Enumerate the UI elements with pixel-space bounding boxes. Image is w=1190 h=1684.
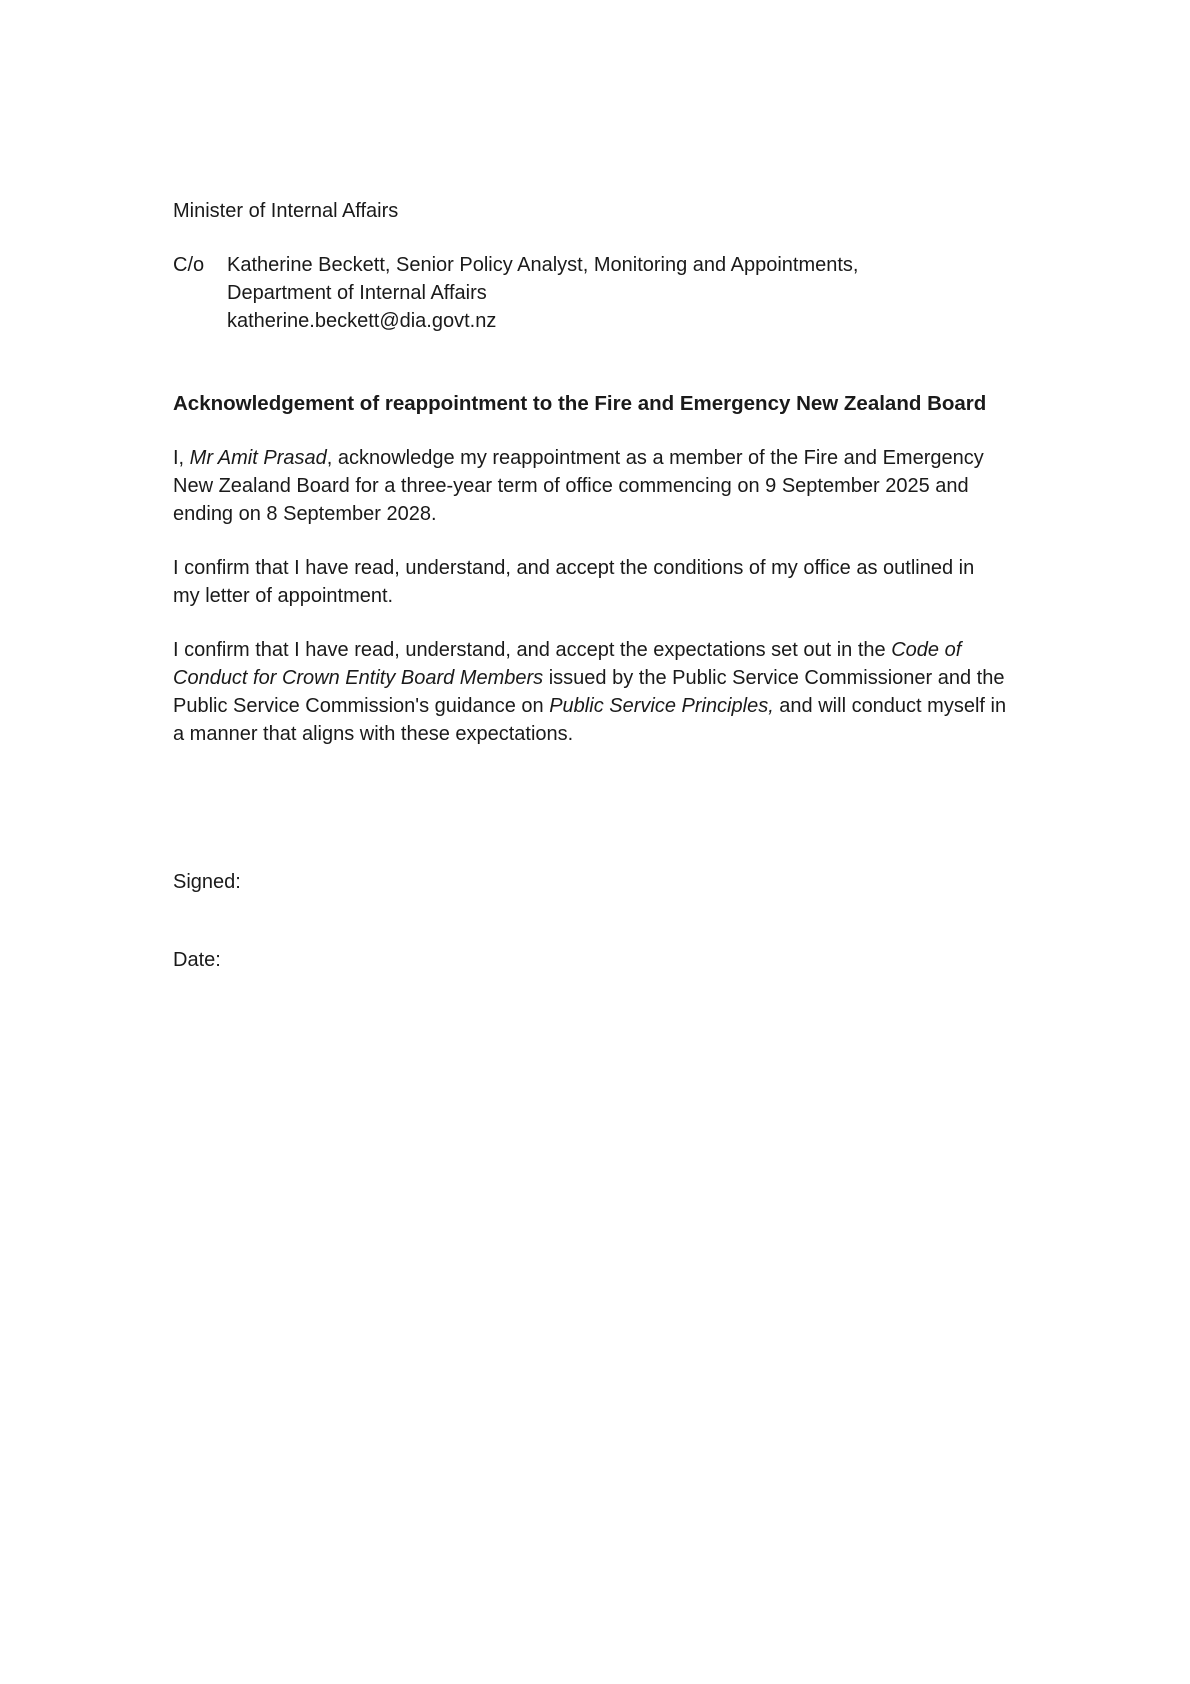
p3-line3-a: Public Service Commission's guidance on (173, 695, 550, 717)
care-of-line-2: Department of Internal Affairs (227, 282, 487, 304)
appointee-name: Mr Amit Prasad (189, 447, 327, 469)
document-heading: Acknowledgement of reappointment to the Fire and Emergency New Zealand Board (173, 392, 987, 415)
p1-line2: New Zealand Board for a three-year term of office commencing on 9 September 2025 and (173, 475, 969, 497)
p2-line2: my letter of appointment. (173, 585, 394, 607)
paragraph-acknowledgement (173, 444, 984, 528)
care-of-address (227, 251, 858, 335)
paragraph-expectations (173, 636, 1006, 748)
p3-line3-c: and will conduct myself in (773, 695, 1007, 717)
care-of-block (173, 251, 858, 335)
p3-line2-b: issued by the Public Service Commissioner and the (543, 667, 1005, 689)
p1-prefix: I, (173, 447, 190, 469)
p3-line1-a: I confirm that I have read, understand, and accept the expectations set out in the (173, 639, 892, 661)
p3-line3-b: Public Service Principles, (549, 695, 774, 717)
care-of-line-1: Katherine Beckett, Senior Policy Analyst, Monitoring and Appointments, (227, 254, 859, 276)
p3-line1-b: Code of (891, 639, 962, 661)
care-of-label: C/o (173, 254, 205, 276)
paragraph-conditions (173, 554, 974, 610)
signed-label: Signed: (173, 871, 241, 893)
care-of-email: katherine.beckett@dia.govt.nz (227, 310, 497, 332)
p1-line1-rest: , acknowledge my reappointment as a member of the Fire and Emergency (326, 447, 984, 469)
p1-line3: ending on 8 September 2028. (173, 503, 437, 525)
p2-line1: I confirm that I have read, understand, and accept the conditions of my office as outlined in (173, 557, 975, 579)
recipient-line: Minister of Internal Affairs (173, 200, 399, 222)
p3-line4: a manner that aligns with these expectations. (173, 723, 574, 745)
p3-line2-a: Conduct for Crown Entity Board Members (173, 667, 544, 689)
date-label: Date: (173, 949, 221, 971)
